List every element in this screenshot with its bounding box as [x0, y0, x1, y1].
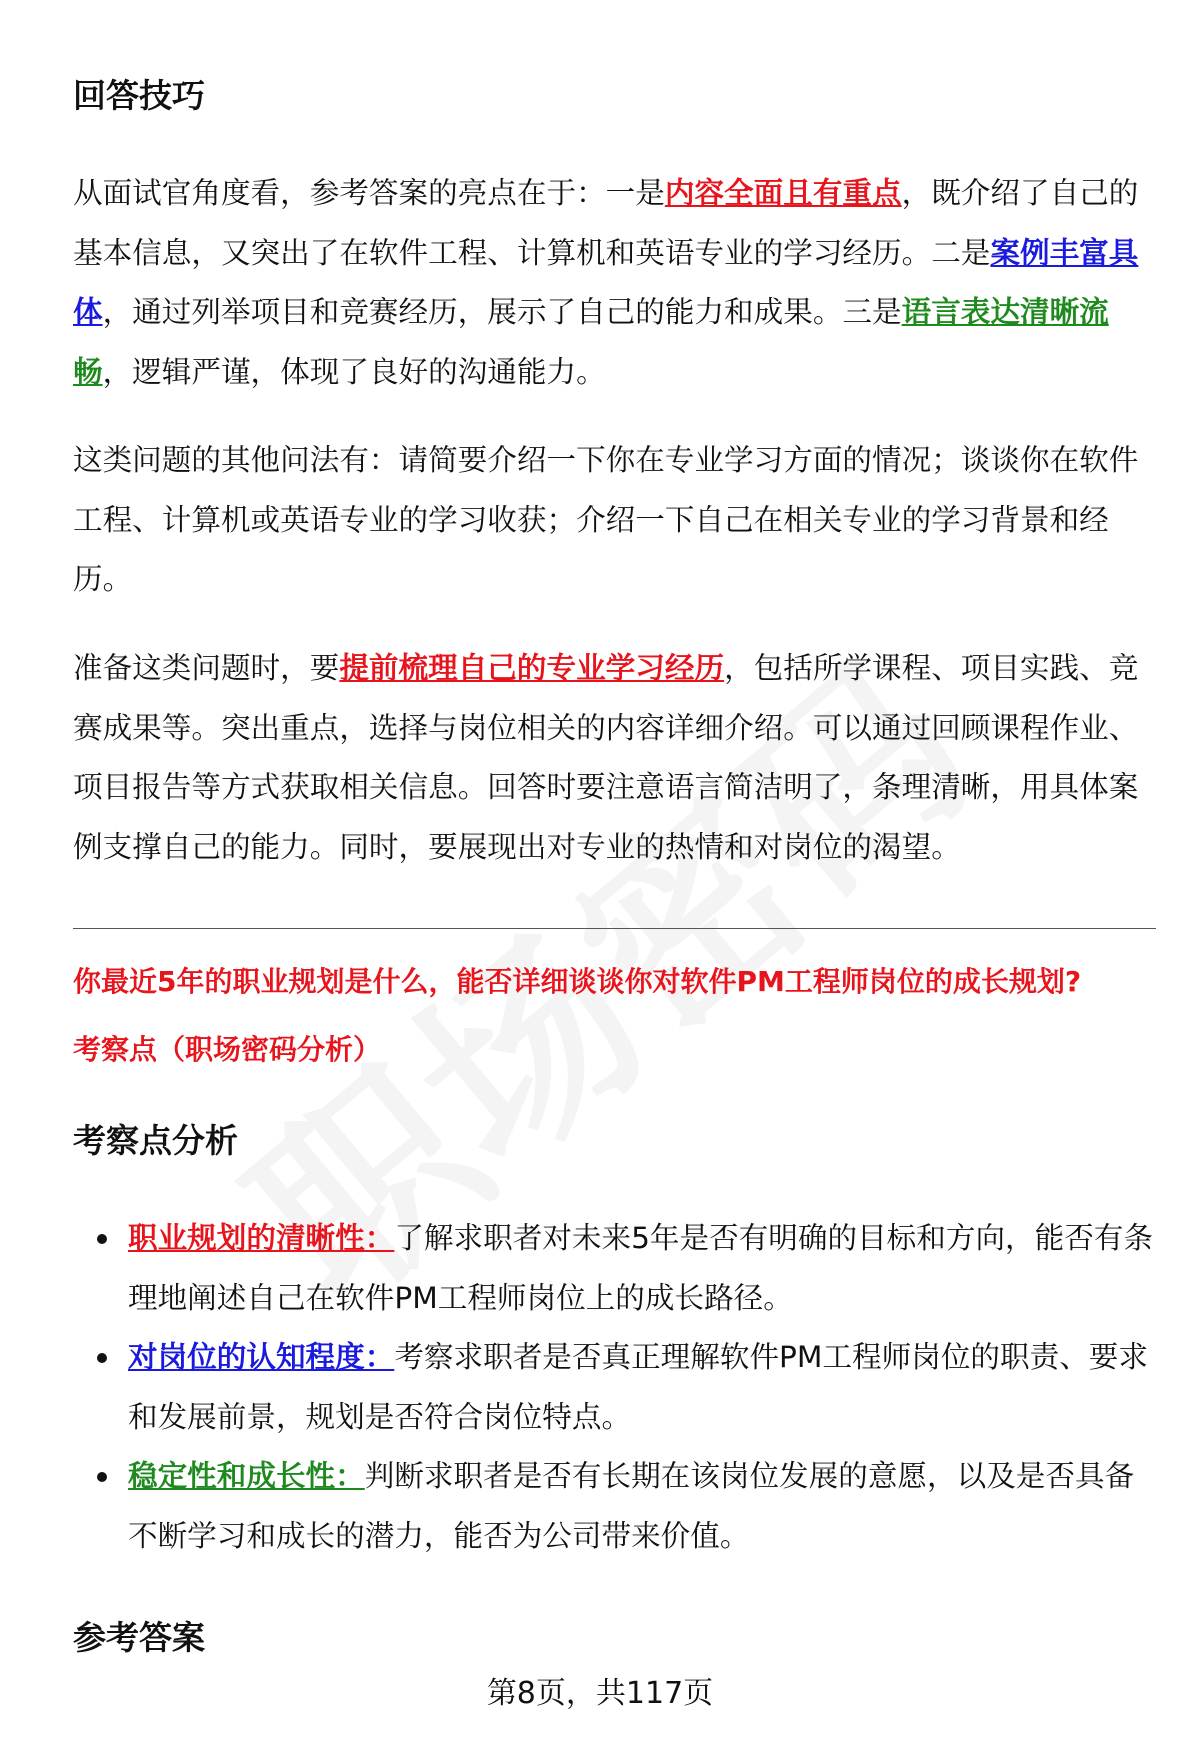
item-label: 稳定性和成长性：: [128, 1459, 365, 1493]
text: ，包括所学课程、项目实践、竞赛成果等。突出重点，选择与岗位相关的内容详细介绍。可以通过回顾课程作业、项目报告等方式获取相关信息。回答时要注意语言简洁明了，条理清晰，用具体案例支撑自己的能力。同时，要展现出对专业的热情和对岗位的渴望。: [73, 651, 1139, 864]
analysis-list: [73, 1209, 1153, 1566]
list-item: [73, 1328, 1153, 1447]
section-heading-answer: 参考答案: [73, 1618, 205, 1657]
bullet-icon: [97, 1472, 107, 1482]
text: ，既介绍了自己的基本信息，又突出了在软件工程、计算机和英语专业的学习经历。二是: [73, 176, 1139, 270]
list-item: [73, 1447, 1153, 1566]
highlight-blue: 案例丰富具体: [73, 235, 1139, 329]
text: 准备这类问题时，要: [73, 651, 340, 685]
highlight-red: 提前梳理自己的专业学习经历: [339, 651, 725, 685]
item-text: 考察求职者是否真正理解软件PM工程师岗位的职责、要求和发展前景，规划是否符合岗位特点。: [128, 1340, 1148, 1434]
paragraph-highlights: [73, 164, 1153, 402]
section-heading-tips: 回答技巧: [73, 76, 205, 115]
divider: [73, 928, 1156, 929]
highlight-green: 语言表达清晰流畅: [73, 295, 1109, 389]
bullet-icon: [97, 1234, 107, 1244]
item-text: 判断求职者是否有长期在该岗位发展的意愿，以及是否具备不断学习和成长的潜力，能否为公司带来价值。: [128, 1459, 1135, 1553]
text: 从面试官角度看，参考答案的亮点在于：一是: [73, 176, 665, 210]
page-number: 第8页，共117页: [486, 1676, 714, 1711]
list-item: [73, 1209, 1153, 1328]
question-title: 你最近5年的职业规划是什么，能否详细谈谈你对软件PM工程师岗位的成长规划?: [73, 965, 1082, 998]
item-label: 职业规划的清晰性：: [128, 1221, 395, 1255]
item-text: 了解求职者对未来5年是否有明确的目标和方向，能否有条理地阐述自己在软件PM工程师岗位上的成长路径。: [128, 1221, 1154, 1315]
text: ，通过列举项目和竞赛经历，展示了自己的能力和成果。三是: [102, 295, 902, 329]
paragraph-preparation: [73, 639, 1153, 877]
analysis-subtitle: 考察点（职场密码分析）: [73, 1033, 382, 1066]
bullet-icon: [97, 1353, 107, 1363]
paragraph-alt-questions: 这类问题的其他问法有：请简要介绍一下你在专业学习方面的情况；谈谈你在软件工程、计算机或英语专业的学习收获；介绍一下自己在相关专业的学习背景和经历。: [73, 443, 1139, 596]
highlight-red: 内容全面且有重点: [664, 176, 902, 210]
item-label: 对岗位的认知程度：: [128, 1340, 395, 1374]
text: ，逻辑严谨，体现了良好的沟通能力。: [102, 354, 606, 389]
section-heading-analysis: 考察点分析: [73, 1121, 238, 1160]
